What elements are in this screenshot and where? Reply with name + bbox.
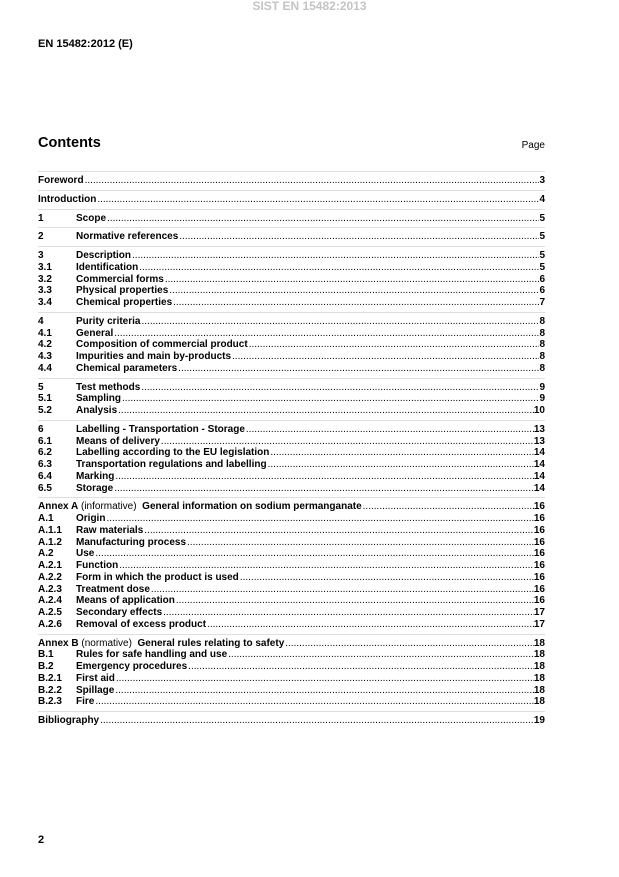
toc-entry-title: Use xyxy=(76,548,95,560)
toc-entry xyxy=(38,619,545,631)
dot-leader xyxy=(84,175,540,187)
toc-group xyxy=(38,420,545,495)
toc-entry-number: 5.1 xyxy=(38,393,52,405)
toc-entry-title: Function xyxy=(76,560,119,571)
toc-entry-label xyxy=(76,328,113,340)
dot-leader xyxy=(160,436,534,448)
toc-entry-page: 10 xyxy=(533,405,545,416)
toc-entry-title: Commercial forms xyxy=(76,273,164,285)
toc-entry-label xyxy=(76,363,177,375)
toc-entry-number: 4.1 xyxy=(38,327,52,339)
toc-entry-label xyxy=(76,673,115,685)
toc-entry-number: 3.4 xyxy=(38,297,52,308)
toc-entry-title: Secondary effects xyxy=(76,607,163,618)
toc-entry-title: General information on sodium permanganate xyxy=(142,501,362,513)
toc-entry xyxy=(38,194,545,206)
toc-entry-label xyxy=(76,619,206,631)
toc-entry xyxy=(38,351,545,363)
toc-entry-label xyxy=(76,572,239,584)
toc-entry-page: 5 xyxy=(539,231,545,243)
toc-entry xyxy=(38,661,545,673)
toc-entry-number: 6.2 xyxy=(38,447,52,459)
toc-entry-label xyxy=(76,471,114,483)
toc-entry-number: 4 xyxy=(38,315,44,327)
toc-entry-page: 16 xyxy=(533,536,545,548)
toc-entry-title: Removal of excess product xyxy=(76,618,207,630)
toc-entry-title: Labelling according to the EU legislation xyxy=(76,447,270,459)
annex-label: Annex B xyxy=(38,637,79,649)
toc-entry-title: Fire xyxy=(76,696,95,708)
toc-entry xyxy=(38,213,545,225)
toc-entry-label xyxy=(76,250,131,262)
toc-entry-number: B.2.3 xyxy=(38,696,62,708)
toc-entry-label xyxy=(76,351,231,363)
toc-entry-title: Scope xyxy=(76,212,107,224)
toc-entry-page: 16 xyxy=(533,513,545,524)
toc-entry-number: A.2.2 xyxy=(38,571,62,583)
toc-entry-title: Emergency procedures xyxy=(76,661,188,672)
toc-group xyxy=(38,497,545,630)
toc-entry-title: Sampling xyxy=(76,393,122,405)
toc-entry-label xyxy=(38,194,96,206)
toc-entry-page: 8 xyxy=(539,351,545,362)
toc-entry-label xyxy=(76,447,269,459)
toc-entry xyxy=(38,560,545,572)
toc-entry-title: Test methods xyxy=(76,381,141,393)
toc-group xyxy=(38,711,545,727)
dot-leader xyxy=(168,285,539,297)
page-column-label: Page xyxy=(521,140,545,151)
table-of-contents xyxy=(38,171,545,727)
toc-entry-number: A.2.6 xyxy=(38,618,62,630)
toc-entry-title: Purity criteria xyxy=(76,315,141,327)
toc-entry-page: 3 xyxy=(539,175,545,186)
dot-leader xyxy=(164,274,540,286)
toc-entry-label xyxy=(76,274,164,286)
toc-group xyxy=(38,190,545,206)
toc-entry-page: 18 xyxy=(533,672,545,684)
toc-entry-page: 16 xyxy=(533,583,545,595)
dot-leader xyxy=(175,595,534,607)
toc-entry-label xyxy=(76,262,138,274)
toc-entry-title: Foreword xyxy=(38,175,84,186)
toc-entry-page: 8 xyxy=(539,327,545,339)
toc-entry-title: Transportation regulations and labelling xyxy=(76,459,267,470)
dot-leader xyxy=(106,213,539,225)
toc-entry-number: 4.2 xyxy=(38,339,52,351)
toc-entry-page: 8 xyxy=(539,315,545,327)
toc-entry-title: Labelling - Transportation - Storage xyxy=(76,423,245,435)
toc-entry-page: 18 xyxy=(533,684,545,696)
toc-entry-label xyxy=(76,459,267,471)
toc-entry-number: 6.3 xyxy=(38,459,52,470)
dot-leader xyxy=(150,584,534,596)
toc-entry-number: 2 xyxy=(38,231,44,243)
toc-entry-title: General xyxy=(76,327,114,339)
toc-entry-title: General rules relating to safety xyxy=(137,637,285,649)
toc-entry-title: Bibliography xyxy=(38,715,100,726)
toc-entry xyxy=(38,231,545,243)
dot-leader xyxy=(231,351,539,363)
toc-entry-number: A.2.5 xyxy=(38,607,62,618)
toc-entry-page: 13 xyxy=(533,435,545,447)
toc-entry-title: Marking xyxy=(76,470,115,482)
toc-entry-number: A.2 xyxy=(38,548,54,560)
toc-group xyxy=(38,171,545,187)
dot-leader xyxy=(114,685,534,697)
dot-leader xyxy=(114,471,534,483)
toc-entry-number: B.2.2 xyxy=(38,684,62,696)
dot-leader xyxy=(172,297,539,309)
toc-entry-title: Impurities and main by-products xyxy=(76,351,232,362)
dot-leader xyxy=(178,231,539,243)
dot-leader xyxy=(94,548,534,560)
toc-entry-title: Spillage xyxy=(76,684,115,696)
toc-entry-page: 9 xyxy=(539,393,545,405)
toc-entry-label xyxy=(76,537,186,549)
toc-entry-page: 14 xyxy=(533,482,545,494)
toc-entry-number: A.1.1 xyxy=(38,524,62,536)
toc-entry-label xyxy=(38,501,362,513)
toc-entry-page: 18 xyxy=(533,637,545,649)
toc-entry-number: A.2.1 xyxy=(38,560,62,571)
toc-entry xyxy=(38,548,545,560)
dot-leader xyxy=(94,696,534,708)
toc-entry xyxy=(38,339,545,351)
toc-entry xyxy=(38,513,545,525)
toc-entry xyxy=(38,483,545,495)
dot-leader xyxy=(267,459,534,471)
toc-entry-title: Introduction xyxy=(38,193,97,205)
dot-leader xyxy=(121,393,539,405)
dot-leader xyxy=(269,447,534,459)
toc-entry-title: Raw materials xyxy=(76,524,144,536)
toc-entry-page: 8 xyxy=(539,362,545,374)
dot-leader xyxy=(177,363,539,375)
dot-leader xyxy=(140,316,539,328)
toc-entry xyxy=(38,363,545,375)
dot-leader xyxy=(105,513,533,525)
toc-entry-title: Physical properties xyxy=(76,285,169,297)
toc-entry-label xyxy=(76,685,114,697)
toc-entry-number: A.1.2 xyxy=(38,536,62,548)
toc-entry-label xyxy=(76,584,150,596)
toc-entry-number: 5.2 xyxy=(38,405,52,416)
toc-entry-page: 14 xyxy=(533,459,545,470)
toc-entry-label xyxy=(76,649,227,661)
toc-entry xyxy=(38,696,545,708)
document-header: EN 15482:2012 (E) xyxy=(38,38,133,50)
toc-entry-label xyxy=(76,548,94,560)
toc-entry-page: 5 xyxy=(539,261,545,273)
toc-entry xyxy=(38,525,545,537)
dot-leader xyxy=(187,661,534,673)
toc-entry-label xyxy=(76,696,94,708)
toc-entry-number: 1 xyxy=(38,212,44,224)
toc-entry xyxy=(38,501,545,513)
dot-leader xyxy=(284,638,534,650)
toc-entry-page: 16 xyxy=(533,548,545,560)
toc-entry xyxy=(38,572,545,584)
toc-entry-title: Composition of commercial product xyxy=(76,339,248,351)
toc-entry-title: Storage xyxy=(76,482,114,494)
toc-entry xyxy=(38,447,545,459)
toc-entry xyxy=(38,715,545,727)
toc-entry xyxy=(38,175,545,187)
toc-entry-title: Identification xyxy=(76,261,139,273)
toc-entry-label xyxy=(76,316,140,328)
contents-heading: Contents xyxy=(38,135,101,151)
dot-leader xyxy=(248,339,540,351)
toc-entry xyxy=(38,405,545,417)
toc-entry-number: 3.1 xyxy=(38,261,52,273)
annex-qualifier: (normative) xyxy=(81,637,132,649)
toc-entry-page: 16 xyxy=(533,501,545,513)
toc-entry-label xyxy=(76,285,168,297)
toc-entry-title: Means of delivery xyxy=(76,435,160,447)
toc-entry-title: Form in which the product is used xyxy=(76,571,239,583)
toc-group xyxy=(38,227,545,243)
toc-entry xyxy=(38,285,545,297)
toc-entry xyxy=(38,673,545,685)
toc-entry-title: Treatment dose xyxy=(76,583,150,595)
toc-entry-label xyxy=(76,213,106,225)
toc-entry-label xyxy=(76,607,162,619)
dot-leader xyxy=(113,483,534,495)
toc-entry xyxy=(38,436,545,448)
dot-leader xyxy=(186,537,534,549)
toc-entry-label xyxy=(76,393,121,405)
dot-leader xyxy=(117,405,534,417)
toc-entry-number: 5 xyxy=(38,381,44,393)
dot-leader xyxy=(239,572,534,584)
toc-entry xyxy=(38,262,545,274)
watermark-text: SIST EN 15482:2013 xyxy=(252,0,367,13)
toc-entry-page: 6 xyxy=(539,273,545,285)
annex-label: Annex A xyxy=(38,501,79,513)
toc-entry xyxy=(38,638,545,650)
annex-qualifier: (informative) xyxy=(81,501,137,513)
toc-entry xyxy=(38,649,545,661)
toc-entry-label xyxy=(76,405,117,417)
toc-entry xyxy=(38,328,545,340)
toc-entry xyxy=(38,537,545,549)
toc-entry-page: 17 xyxy=(533,607,545,618)
toc-entry xyxy=(38,316,545,328)
dot-leader xyxy=(162,607,534,619)
toc-entry-title: Means of application xyxy=(76,595,175,607)
dot-leader xyxy=(138,262,539,274)
toc-entry-page: 16 xyxy=(533,524,545,536)
toc-entry-title: Manufacturing process xyxy=(76,536,187,548)
toc-entry-page: 16 xyxy=(533,595,545,607)
dot-leader xyxy=(115,673,534,685)
toc-entry-title: Description xyxy=(76,250,132,261)
toc-entry-page: 16 xyxy=(533,560,545,571)
toc-entry-title: Normative references xyxy=(76,231,179,243)
toc-entry-number: 6.1 xyxy=(38,435,52,447)
toc-entry xyxy=(38,297,545,309)
toc-entry-page: 5 xyxy=(539,212,545,224)
toc-entry-number: 3.3 xyxy=(38,285,52,297)
dot-leader xyxy=(96,194,539,206)
toc-entry-page: 5 xyxy=(539,250,545,261)
toc-entry xyxy=(38,424,545,436)
toc-entry-page: 18 xyxy=(533,696,545,708)
toc-entry-page: 8 xyxy=(539,339,545,351)
toc-group xyxy=(38,246,545,309)
dot-leader xyxy=(206,619,534,631)
toc-entry-number: 6.4 xyxy=(38,470,52,482)
toc-entry-page: 7 xyxy=(539,297,545,308)
toc-entry-title: Analysis xyxy=(76,405,118,416)
dot-leader xyxy=(227,649,534,661)
toc-group xyxy=(38,634,545,709)
toc-entry-number: A.1 xyxy=(38,513,54,524)
toc-entry-title: Chemical properties xyxy=(76,297,173,308)
toc-entry xyxy=(38,584,545,596)
toc-entry xyxy=(38,274,545,286)
page-number-footer: 2 xyxy=(38,834,45,846)
dot-leader xyxy=(140,382,539,394)
toc-entry-title: Rules for safe handling and use xyxy=(76,649,228,661)
toc-entry-page: 16 xyxy=(533,571,545,583)
toc-entry-page: 18 xyxy=(533,661,545,672)
toc-entry-number: B.2 xyxy=(38,661,54,672)
toc-entry-label xyxy=(76,339,248,351)
toc-entry xyxy=(38,459,545,471)
toc-entry-page: 13 xyxy=(533,423,545,435)
toc-group xyxy=(38,209,545,225)
toc-entry-label xyxy=(38,715,99,727)
toc-entry-number: 4.4 xyxy=(38,362,52,374)
toc-entry-page: 9 xyxy=(539,381,545,393)
toc-entry-page: 18 xyxy=(533,649,545,661)
dot-leader xyxy=(362,501,534,513)
toc-entry-label xyxy=(76,436,160,448)
toc-entry-page: 14 xyxy=(533,470,545,482)
toc-entry-title: First aid xyxy=(76,672,115,684)
dot-leader xyxy=(118,560,534,572)
toc-entry-label xyxy=(76,661,187,673)
toc-entry-number: B.1 xyxy=(38,649,54,661)
toc-entry-label xyxy=(76,231,178,243)
toc-entry-label xyxy=(38,175,84,187)
toc-entry-number: 3 xyxy=(38,250,44,261)
toc-entry-title: Origin xyxy=(76,513,106,524)
dot-leader xyxy=(131,250,539,262)
toc-entry-label xyxy=(76,513,105,525)
toc-entry xyxy=(38,393,545,405)
toc-entry xyxy=(38,250,545,262)
toc-entry-page: 14 xyxy=(533,447,545,459)
toc-entry-label xyxy=(76,525,143,537)
dot-leader xyxy=(113,328,539,340)
toc-entry xyxy=(38,471,545,483)
toc-entry-page: 4 xyxy=(539,193,545,205)
toc-entry-label xyxy=(76,560,118,572)
toc-entry xyxy=(38,685,545,697)
toc-entry-number: 6 xyxy=(38,423,44,435)
toc-entry-number: A.2.3 xyxy=(38,583,62,595)
toc-entry-number: 4.3 xyxy=(38,351,52,362)
dot-leader xyxy=(99,715,534,727)
toc-entry xyxy=(38,607,545,619)
toc-entry-number: B.2.1 xyxy=(38,672,62,684)
toc-entry-label xyxy=(76,382,140,394)
toc-entry-number: 3.2 xyxy=(38,273,52,285)
toc-entry-page: 19 xyxy=(533,715,545,726)
toc-entry-number: A.2.4 xyxy=(38,595,62,607)
toc-entry-title: Chemical parameters xyxy=(76,362,178,374)
toc-entry-page: 17 xyxy=(533,618,545,630)
toc-entry-label xyxy=(76,483,113,495)
dot-leader xyxy=(245,424,534,436)
toc-entry-number: 6.5 xyxy=(38,482,52,494)
toc-entry xyxy=(38,595,545,607)
toc-entry-label xyxy=(38,638,284,650)
dot-leader xyxy=(143,525,534,537)
toc-group xyxy=(38,378,545,417)
toc-entry-page: 6 xyxy=(539,285,545,297)
toc-entry-label xyxy=(76,595,175,607)
toc-entry xyxy=(38,382,545,394)
toc-group xyxy=(38,312,545,375)
toc-entry-label xyxy=(76,424,245,436)
toc-entry-label xyxy=(76,297,172,309)
